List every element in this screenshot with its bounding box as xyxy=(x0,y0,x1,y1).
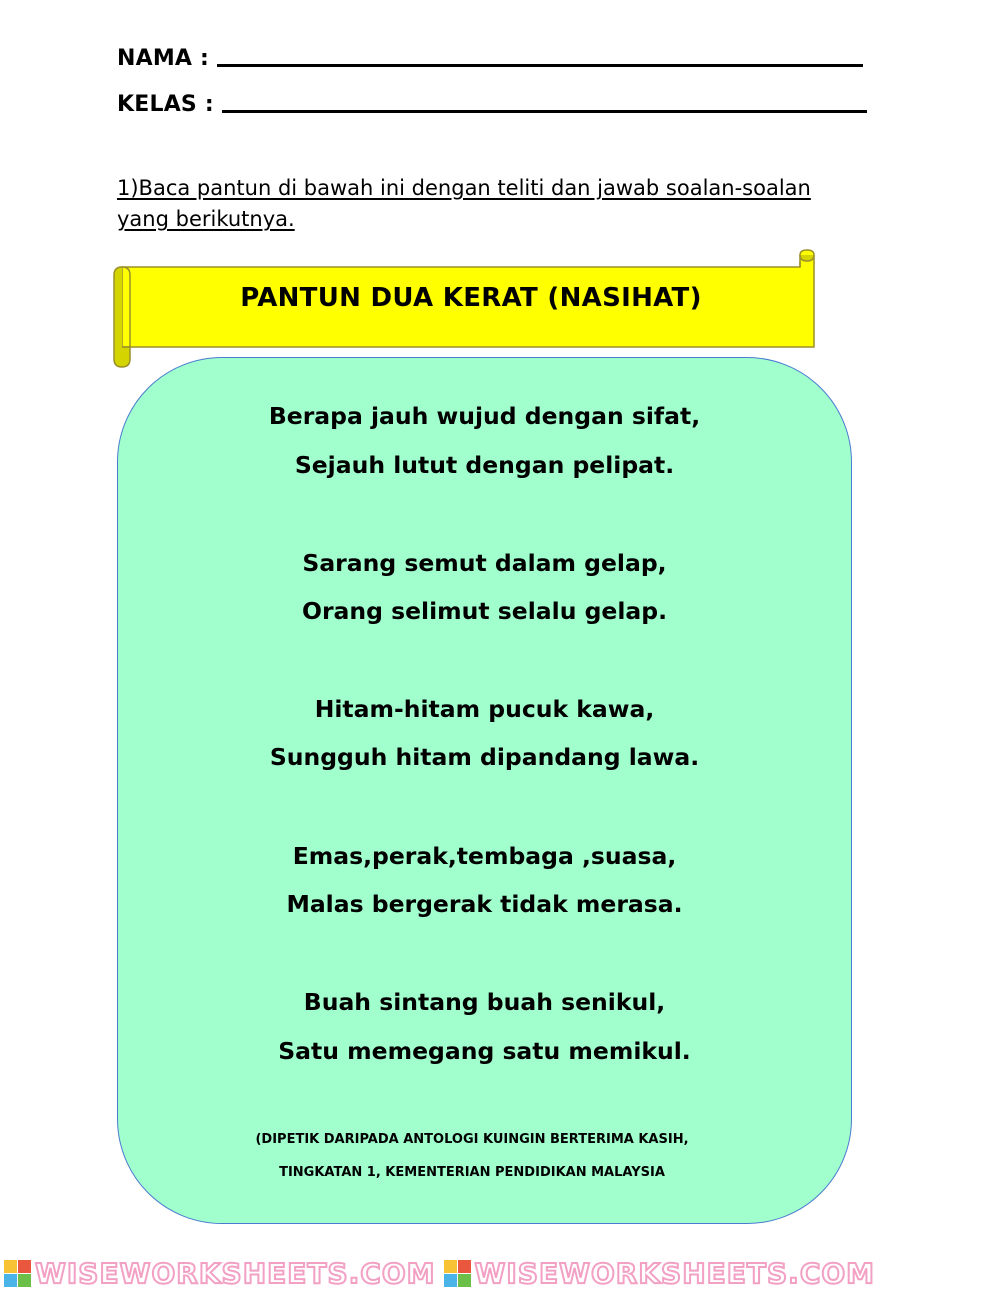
poem-line: Hitam-hitam pucuk kawa, xyxy=(314,695,655,723)
banner-title: PANTUN DUA KERAT (NASIHAT) xyxy=(240,283,702,313)
poem-line: Buah sintang buah senikul, xyxy=(303,988,666,1016)
poem-line: Sungguh hitam dipandang lawa. xyxy=(269,743,700,771)
source-citation: (DIPETIK DARIPADA ANTOLOGI KUINGIN BERTERIMA KASIH, xyxy=(255,1132,689,1147)
watermark-group xyxy=(444,1257,876,1290)
source-citation: TINGKATAN 1, KEMENTERIAN PENDIDIKAN MALAYSIA xyxy=(279,1165,665,1180)
wiseworksheets-logo-icon xyxy=(4,1260,31,1287)
poem-line: Sarang semut dalam gelap, xyxy=(302,549,667,577)
nama-answer-line[interactable] xyxy=(217,64,863,67)
instruction-text xyxy=(117,173,857,235)
instruction-line-2: yang berikutnya. xyxy=(117,207,295,231)
nama-label: NAMA : xyxy=(117,46,210,71)
watermark-text: WISEWORKSHEETS.COM xyxy=(35,1256,436,1290)
kelas-answer-line[interactable] xyxy=(222,110,867,113)
wiseworksheets-logo-icon xyxy=(444,1260,471,1287)
kelas-label: KELAS : xyxy=(117,92,214,117)
poem-line: Emas,perak,tembaga ,suasa, xyxy=(292,842,677,870)
kelas-field xyxy=(117,92,867,117)
poem-line: Orang selimut selalu gelap. xyxy=(301,597,668,625)
poem-line: Berapa jauh wujud dengan sifat, xyxy=(268,402,701,430)
instruction-line-1: 1)Baca pantun di bawah ini dengan teliti dan jawab soalan-soalan xyxy=(117,176,811,200)
poem-line: Satu memegang satu memikul. xyxy=(278,1037,691,1065)
poem-line: Sejauh lutut dengan pelipat. xyxy=(294,451,675,479)
watermark-text: WISEWORKSHEETS.COM xyxy=(474,1256,876,1290)
nama-field xyxy=(117,46,863,71)
footer-watermark xyxy=(0,1255,1000,1291)
watermark-group xyxy=(4,1257,436,1290)
poem-line: Malas bergerak tidak merasa. xyxy=(286,890,683,918)
poem-box xyxy=(117,357,852,1224)
